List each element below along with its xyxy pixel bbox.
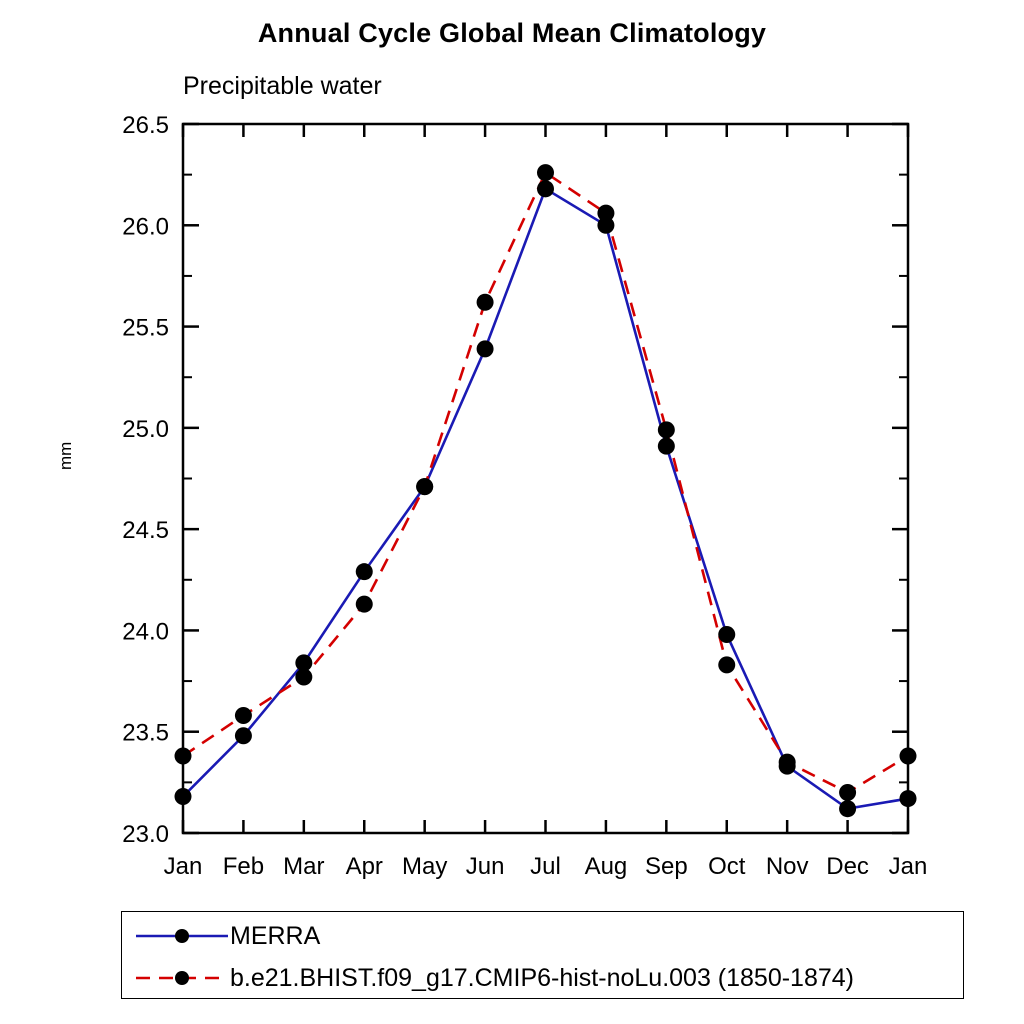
legend-label-0: MERRA — [230, 922, 321, 950]
svg-text:Jul: Jul — [530, 853, 561, 880]
svg-text:26.0: 26.0 — [122, 213, 169, 241]
svg-text:Nov: Nov — [765, 853, 809, 880]
y-axis-label: mm — [56, 441, 75, 470]
svg-text:Feb: Feb — [222, 853, 265, 880]
legend-item-0 — [122, 914, 963, 958]
svg-text:May: May — [401, 853, 448, 880]
svg-text:24.5: 24.5 — [122, 517, 169, 545]
svg-text:Aug: Aug — [584, 853, 628, 880]
svg-text:Jan: Jan — [163, 853, 203, 880]
svg-text:Mar: Mar — [283, 853, 325, 880]
svg-text:Sep: Sep — [644, 853, 688, 880]
legend-item-1 — [122, 956, 963, 1000]
chart-subtitle: Precipitable water — [183, 72, 382, 100]
svg-text:Apr: Apr — [345, 853, 383, 880]
legend-swatch-1 — [132, 956, 232, 1000]
axis-ticks — [183, 124, 908, 833]
svg-text:25.5: 25.5 — [122, 314, 169, 342]
svg-text:25.0: 25.0 — [122, 415, 169, 443]
legend-swatch-0 — [132, 914, 232, 958]
legend — [121, 911, 964, 999]
svg-text:Jan: Jan — [888, 853, 928, 880]
svg-text:Dec: Dec — [826, 853, 869, 880]
data-series — [175, 164, 917, 817]
svg-text:Jun: Jun — [465, 853, 505, 880]
x-tick-labels — [164, 853, 928, 880]
svg-text:24.0: 24.0 — [122, 618, 169, 646]
y-tick-labels — [122, 112, 169, 848]
svg-text:26.5: 26.5 — [122, 112, 169, 139]
svg-text:23.0: 23.0 — [122, 821, 169, 848]
svg-text:Oct: Oct — [708, 853, 746, 880]
chart-title: Annual Cycle Global Mean Climatology — [257, 18, 767, 48]
legend-label-1: b.e21.BHIST.f09_g17.CMIP6-hist-noLu.003 (1850-1874) — [230, 964, 854, 992]
svg-text:23.5: 23.5 — [122, 719, 169, 747]
axes — [183, 124, 908, 833]
